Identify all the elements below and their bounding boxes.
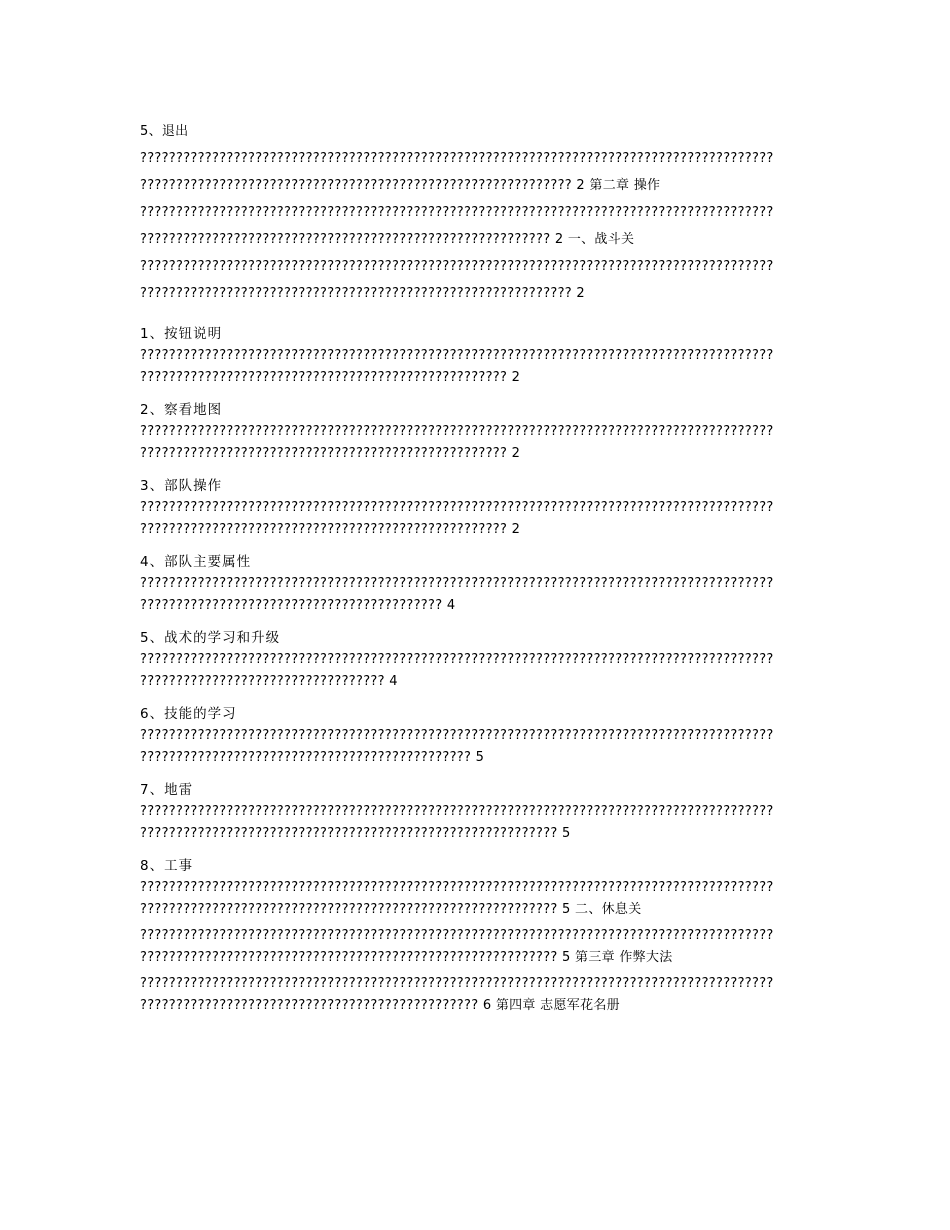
toc-leader-line: ??????????????????????????????????????????????????? 2 xyxy=(140,446,521,461)
section-heading: 1、按钮说明 xyxy=(140,326,223,342)
toc-leader-line: ??????????????????????????????????????????????? 6 第四章 志愿军花名册 xyxy=(140,998,620,1013)
section-heading: 2、察看地图 xyxy=(140,402,223,418)
toc-section xyxy=(140,703,830,769)
toc-leader-line: ???????????????????????????????????????????????????????????????????????????????????????? xyxy=(140,205,774,220)
toc-leader-line: ???????????????????????????????????????????????????????????????????????????????????????? xyxy=(140,500,774,515)
toc-leader-line: ???????????????????????????????????????????????????????????????????????????????????????? xyxy=(140,259,774,274)
toc-section xyxy=(140,779,830,845)
toc-leader-line: ???????????????????????????????????????????????????????????????????????????????????????? xyxy=(140,652,774,667)
toc-leader-line: ?????????????????????????????????????????? 4 xyxy=(140,598,456,613)
toc-leader-line: ???????????????????????????????????????????????????????????????????????????????????????? xyxy=(140,151,774,166)
toc-leader-line: ???????????????????????????????????????????????????????????????????????????????????????? xyxy=(140,804,774,819)
section-heading: 5、战术的学习和升级 xyxy=(140,630,281,646)
toc-leader-line: ????????????????????????????????????????????????????????? 2 一、战斗关 xyxy=(140,232,635,247)
toc-section xyxy=(140,855,830,1017)
toc-leader-line: ??????????????????????????????????????????????????? 2 xyxy=(140,370,521,385)
toc-section xyxy=(140,323,830,389)
section-heading: 7、地雷 xyxy=(140,782,194,798)
toc-leader-line: ?????????????????????????????????????????????????????????? 5 二、休息关 xyxy=(140,902,642,917)
toc-leader-line: ?????????????????????????????????????????????????????????? 5 第三章 作弊大法 xyxy=(140,950,673,965)
toc-leader-line: ?????????????????????????????????????????????????????????? 5 xyxy=(140,826,571,841)
toc-leader-line: ???????????????????????????????????????????????????????????????????????????????????????? xyxy=(140,728,774,743)
toc-leader-line: ???????????????????????????????????????????????????????????????????????????????????????? xyxy=(140,424,774,439)
section-heading: 4、部队主要属性 xyxy=(140,554,252,570)
toc-leader-line: ??????????????????????????????????????????????????? 2 xyxy=(140,522,521,537)
toc-section xyxy=(140,551,830,617)
section-heading: 8、工事 xyxy=(140,858,194,874)
toc-leader-line: ???????????????????????????????????????????????????????????????????????????????????????? xyxy=(140,880,774,895)
toc-section xyxy=(140,475,830,541)
toc-line: 5、退出 xyxy=(140,124,189,139)
toc-leader-line: ???????????????????????????????????????????????????????????????????????????????????????? xyxy=(140,576,774,591)
toc-leader-line: ???????????????????????????????????????????????????????????????????????????????????????? xyxy=(140,928,774,943)
toc-leader-line: ???????????????????????????????????????????????????????????? 2 第二章 操作 xyxy=(140,178,661,193)
toc-section xyxy=(140,399,830,465)
toc-leader-line: ?????????????????????????????????????????????? 5 xyxy=(140,750,485,765)
toc-leader-line: ???????????????????????????????????????????????????????????????????????????????????????? xyxy=(140,348,774,363)
section-heading: 6、技能的学习 xyxy=(140,706,237,722)
toc-leader-line: ?????????????????????????????????? 4 xyxy=(140,674,398,689)
toc-section xyxy=(140,627,830,693)
toc-leader-line: ???????????????????????????????????????????????????????????????????????????????????????? xyxy=(140,976,774,991)
toc-page xyxy=(140,118,830,1027)
toc-top-block xyxy=(140,118,830,307)
section-heading: 3、部队操作 xyxy=(140,478,223,494)
toc-leader-line: ???????????????????????????????????????????????????????????? 2 xyxy=(140,286,585,301)
